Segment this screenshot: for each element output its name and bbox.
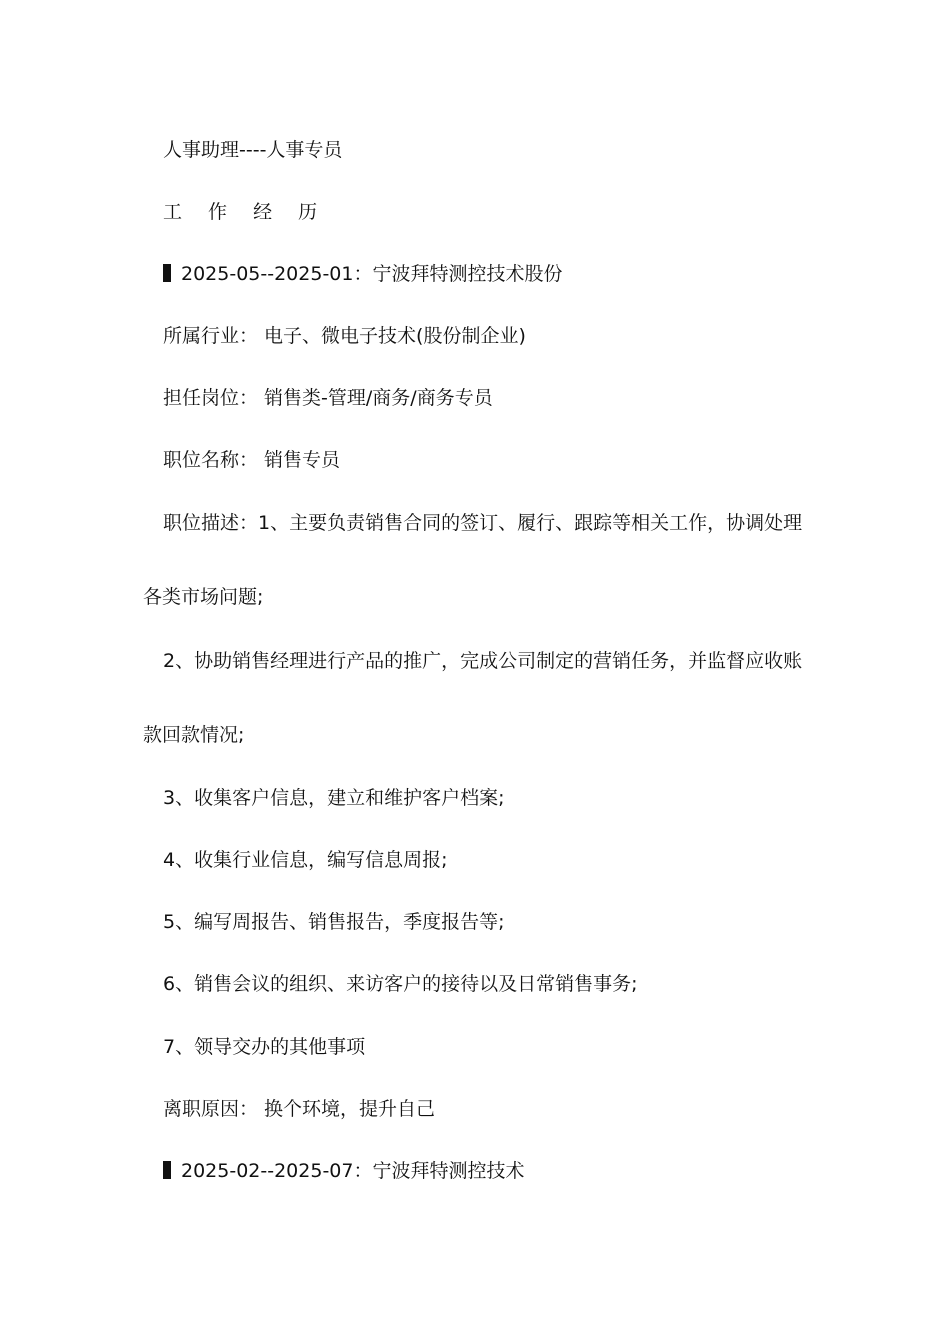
experience-entry-1-title: 2025-05--2025-01：宁波拜特测控技术股份 bbox=[181, 263, 563, 285]
job-description-text-1-cont: 各类市场问题; bbox=[143, 586, 264, 608]
job-target-line bbox=[163, 138, 342, 162]
job-description-line-2-cont bbox=[143, 723, 244, 747]
job-description-line-1-cont bbox=[143, 585, 263, 609]
job-description-line-6 bbox=[163, 972, 638, 996]
job-description-text-5: 5、编写周报告、销售报告，季度报告等; bbox=[163, 911, 505, 933]
section-heading-text: 工 作 经 历 bbox=[163, 201, 328, 223]
square-bullet-icon bbox=[163, 264, 171, 282]
industry-line bbox=[163, 324, 526, 348]
leaving-reason-text: 离职原因： 换个环境，提升自己 bbox=[163, 1098, 436, 1120]
industry-text: 所属行业： 电子、微电子技术(股份制企业) bbox=[163, 325, 526, 347]
experience-entry-2-title: 2025-02--2025-07：宁波拜特测控技术 bbox=[181, 1160, 525, 1182]
position-held-text: 担任岗位： 销售类-管理/商务/商务专员 bbox=[163, 387, 493, 409]
job-title-line bbox=[163, 448, 340, 472]
square-bullet-icon bbox=[163, 1161, 171, 1179]
job-description-text-7: 7、领导交办的其他事项 bbox=[163, 1036, 366, 1058]
job-description-text-3: 3、收集客户信息，建立和维护客户档案; bbox=[163, 787, 505, 809]
job-description-line-1 bbox=[163, 511, 802, 535]
job-description-line-2 bbox=[163, 649, 802, 673]
job-description-text-1: 职位描述：1、主要负责销售合同的签订、履行、跟踪等相关工作，协调处理 bbox=[163, 512, 803, 534]
job-description-text-2-cont: 款回款情况; bbox=[143, 724, 245, 746]
section-heading-work-experience bbox=[163, 200, 327, 224]
job-description-text-4: 4、收集行业信息，编写信息周报; bbox=[163, 849, 448, 871]
position-held-line bbox=[163, 386, 493, 410]
experience-entry-2-header bbox=[163, 1159, 525, 1183]
job-description-line-7 bbox=[163, 1035, 365, 1059]
job-description-line-5 bbox=[163, 910, 505, 934]
leaving-reason-line bbox=[163, 1097, 435, 1121]
job-description-text-6: 6、销售会议的组织、来访客户的接待以及日常销售事务; bbox=[163, 973, 638, 995]
job-description-text-2: 2、协助销售经理进行产品的推广，完成公司制定的营销任务，并监督应收账 bbox=[163, 650, 803, 672]
job-description-line-3 bbox=[163, 786, 505, 810]
job-title-text: 职位名称： 销售专员 bbox=[163, 449, 341, 471]
job-description-line-4 bbox=[163, 848, 448, 872]
job-target-text: 人事助理----人事专员 bbox=[163, 139, 343, 161]
experience-entry-1-header bbox=[163, 262, 563, 286]
